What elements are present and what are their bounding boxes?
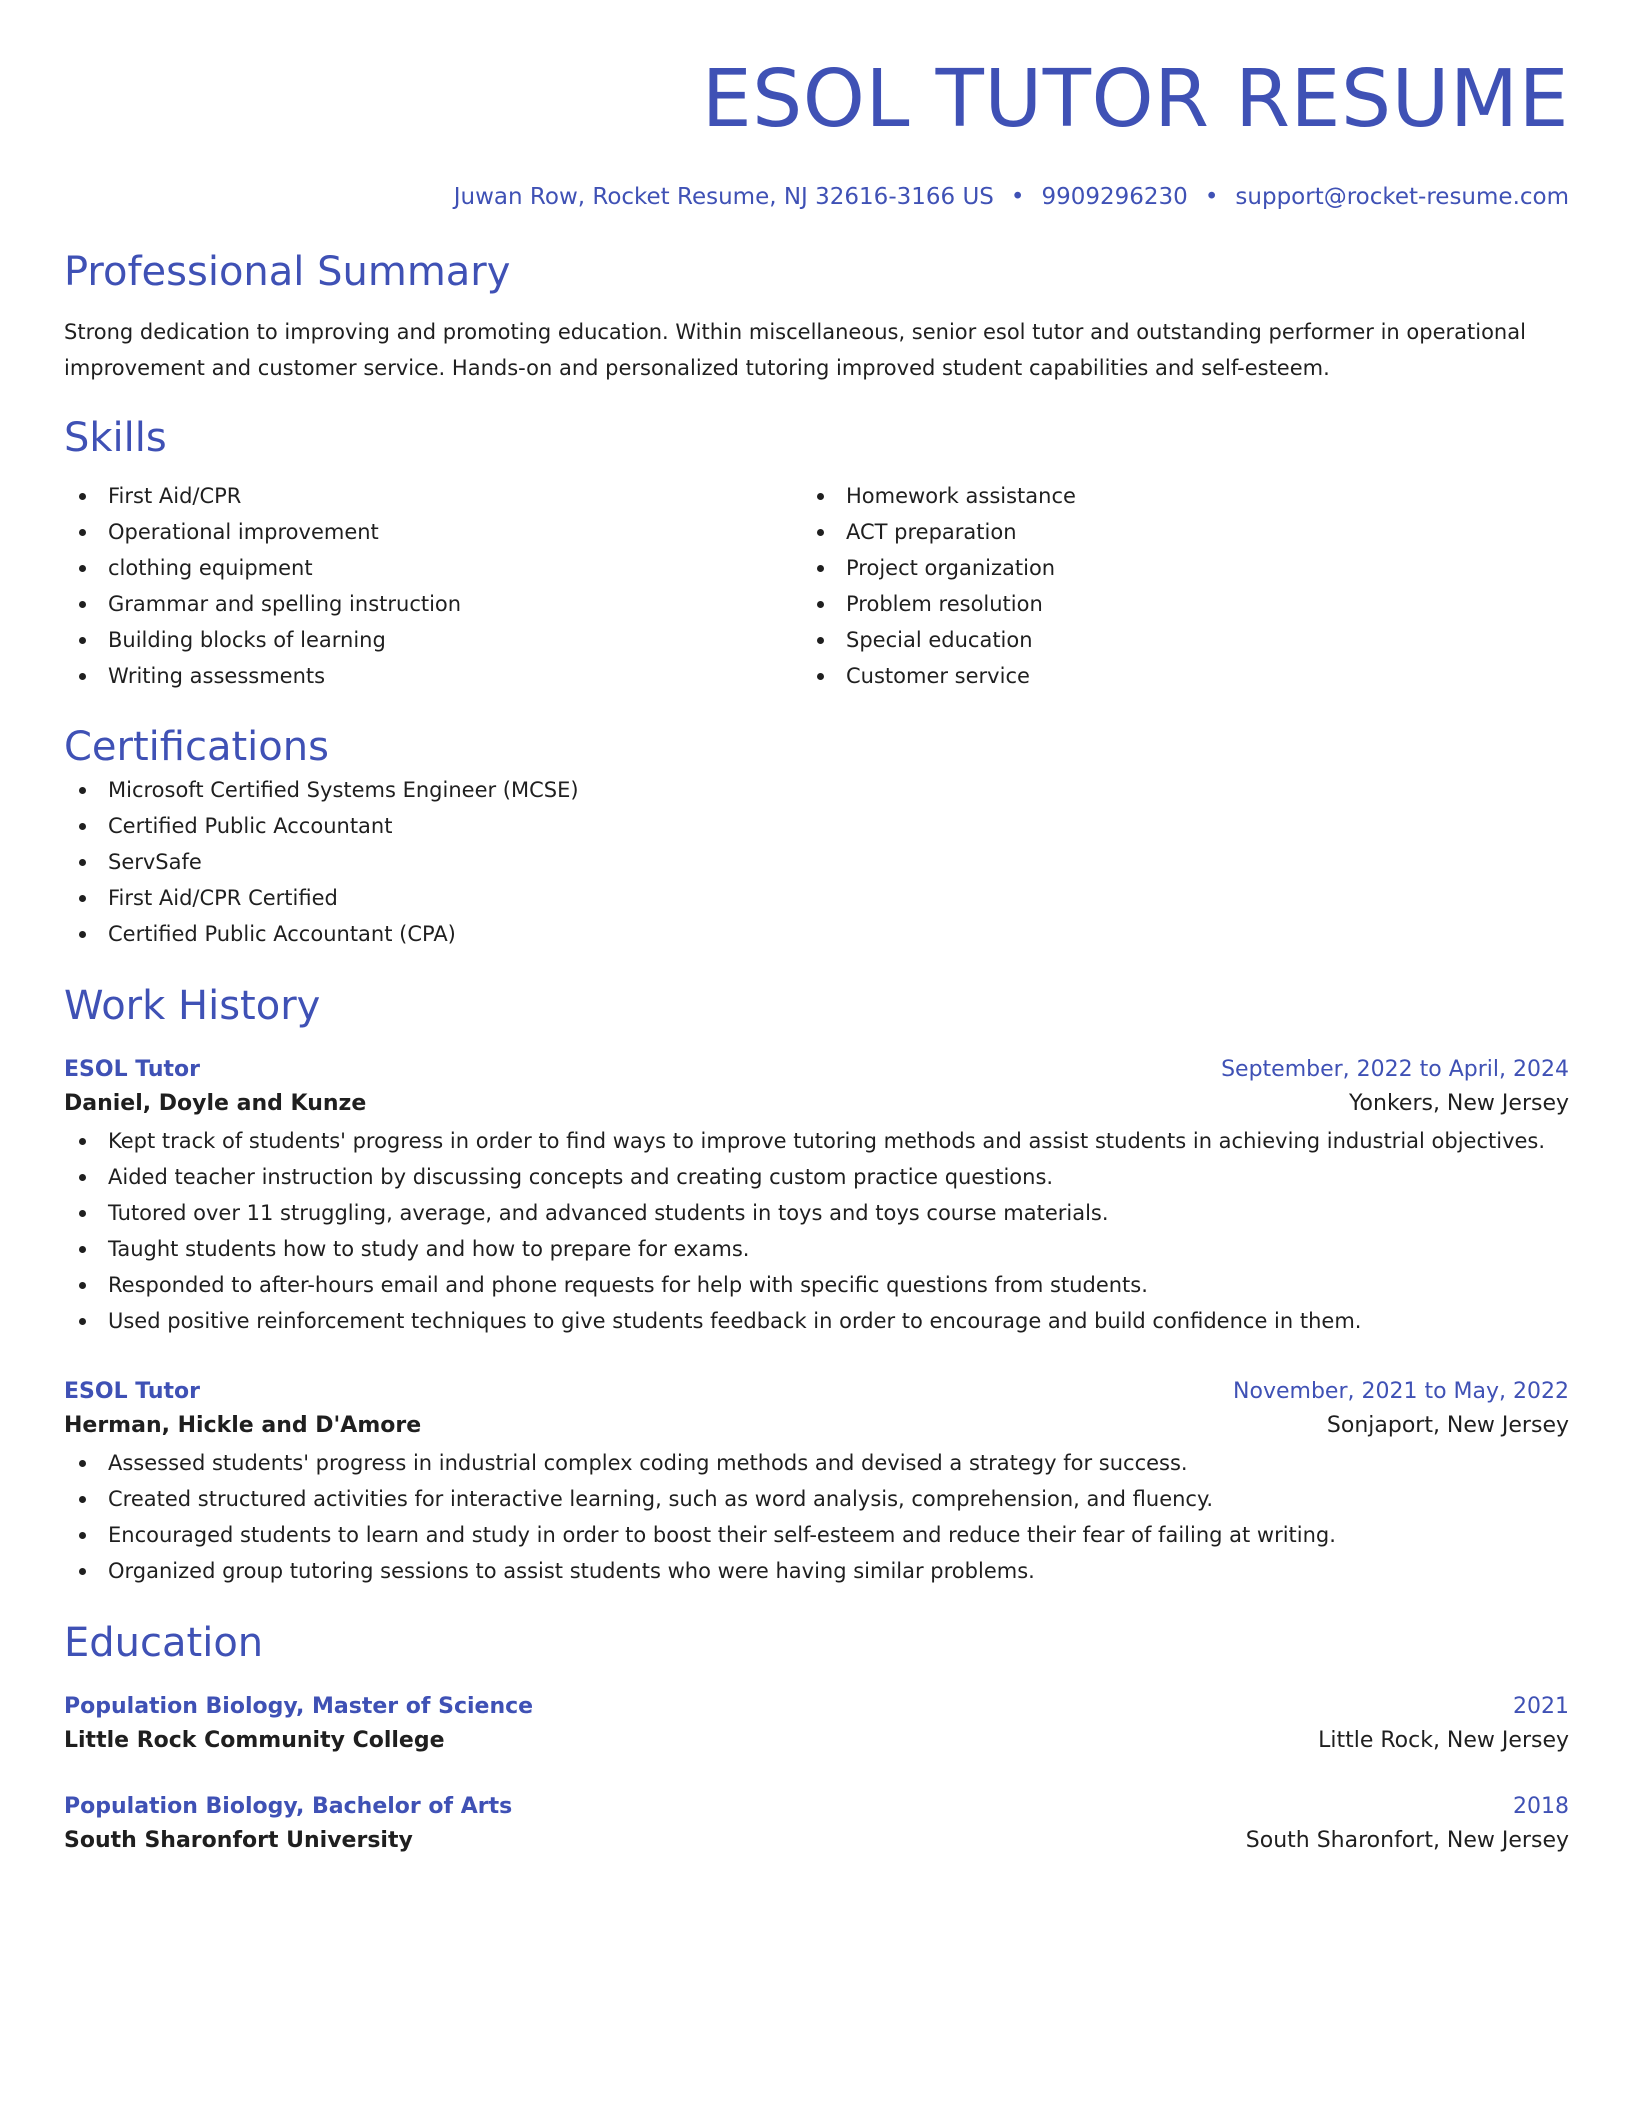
job-bullet: Responded to after-hours email and phone requests for help with specific questions from students.	[64, 1267, 1569, 1303]
skill-item: clothing equipment	[64, 550, 802, 586]
education-degree: Population Biology, Master of Science	[64, 1694, 534, 1719]
job-company: Daniel, Doyle and Kunze	[64, 1091, 367, 1116]
education-school: Little Rock Community College	[64, 1728, 445, 1753]
education-heading: Education	[64, 1620, 264, 1666]
job-bullet: Created structured activities for interactive learning, such as word analysis, comprehension, and fluency.	[64, 1481, 1569, 1517]
certification-item: Certified Public Accountant (CPA)	[64, 916, 1569, 952]
job-dates: September, 2022 to April, 2024	[1221, 1057, 1569, 1082]
certification-item: ServSafe	[64, 844, 1569, 880]
job-title-row	[64, 1377, 1569, 1407]
job-bullet: Kept track of students' progress in order to find ways to improve tutoring methods and assist students in achieving industrial objectives.	[64, 1123, 1569, 1159]
certification-item: Microsoft Certified Systems Engineer (MCSE)	[64, 772, 1569, 808]
work-history-heading: Work History	[64, 983, 321, 1029]
skill-item: Building blocks of learning	[64, 622, 802, 658]
education-year: 2021	[1513, 1694, 1569, 1719]
education-entry	[64, 1692, 1569, 1760]
skill-item: Customer service	[802, 658, 1569, 694]
certifications-heading: Certifications	[64, 724, 329, 770]
job-bullet: Aided teacher instruction by discussing concepts and creating custom practice questions.	[64, 1159, 1569, 1195]
job-entry	[64, 1377, 1569, 1589]
education-year: 2018	[1513, 1794, 1569, 1819]
job-bullet: Tutored over 11 struggling, average, and advanced students in toys and toys course materials.	[64, 1195, 1569, 1231]
job-bullet: Encouraged students to learn and study in order to boost their self-esteem and reduce their fear of failing at writing.	[64, 1517, 1569, 1553]
skills-heading: Skills	[64, 415, 167, 461]
skill-item: Homework assistance	[802, 478, 1569, 514]
summary-heading: Professional Summary	[64, 249, 511, 295]
job-location: Yonkers, New Jersey	[1349, 1091, 1569, 1116]
job-bullets	[64, 1445, 1569, 1589]
summary-text: Strong dedication to improving and promoting education. Within miscellaneous, senior esol tutor and outstanding performer in operational improvement and customer service. Hands-on and personalized tutoring improved student capabilities and self-esteem.	[64, 320, 1526, 380]
certifications-list	[64, 772, 1569, 952]
skill-item: Project organization	[802, 550, 1569, 586]
skill-item: Operational improvement	[64, 514, 802, 550]
education-school-row	[64, 1822, 1569, 1860]
contact-separator: •	[1204, 184, 1219, 210]
job-bullet: Organized group tutoring sessions to assist students who were having similar problems.	[64, 1553, 1569, 1589]
education-school: South Sharonfort University	[64, 1828, 413, 1853]
education-school-row	[64, 1722, 1569, 1760]
education-degree: Population Biology, Bachelor of Arts	[64, 1794, 513, 1819]
job-title: ESOL Tutor	[64, 1057, 200, 1082]
contact-phone: 9909296230	[1041, 184, 1188, 210]
job-bullet: Assessed students' progress in industrial complex coding methods and devised a strategy for success.	[64, 1445, 1569, 1481]
job-company: Herman, Hickle and D'Amore	[64, 1413, 422, 1438]
education-location: South Sharonfort, New Jersey	[1245, 1828, 1569, 1853]
skills-list-left	[64, 478, 802, 694]
skill-item: First Aid/CPR	[64, 478, 802, 514]
contact-address: Juwan Row, Rocket Resume, NJ 32616-3166 US	[453, 184, 994, 210]
skill-item: Special education	[802, 622, 1569, 658]
job-company-row	[64, 1085, 1569, 1123]
education-location: Little Rock, New Jersey	[1318, 1728, 1569, 1753]
education-degree-row	[64, 1792, 1569, 1822]
skills-list-right	[802, 478, 1569, 694]
skill-item: Problem resolution	[802, 586, 1569, 622]
job-bullet: Used positive reinforcement techniques to give students feedback in order to encourage and build confidence in them.	[64, 1303, 1569, 1339]
education-degree-row	[64, 1692, 1569, 1722]
resume-title: ESOL TUTOR RESUME	[701, 53, 1569, 145]
job-entry	[64, 1055, 1569, 1339]
contact-email[interactable]: support@rocket-resume.com	[1235, 184, 1569, 210]
job-title-row	[64, 1055, 1569, 1085]
skills-grid	[64, 478, 1569, 694]
education-entry	[64, 1792, 1569, 1860]
skill-item: ACT preparation	[802, 514, 1569, 550]
contact-separator: •	[1010, 184, 1025, 210]
job-bullet: Taught students how to study and how to prepare for exams.	[64, 1231, 1569, 1267]
job-title: ESOL Tutor	[64, 1379, 200, 1404]
job-dates: November, 2021 to May, 2022	[1233, 1379, 1569, 1404]
skill-item: Writing assessments	[64, 658, 802, 694]
contact-line	[64, 182, 1569, 212]
job-company-row	[64, 1407, 1569, 1445]
job-location: Sonjaport, New Jersey	[1326, 1413, 1569, 1438]
job-bullets	[64, 1123, 1569, 1339]
certification-item: Certified Public Accountant	[64, 808, 1569, 844]
skill-item: Grammar and spelling instruction	[64, 586, 802, 622]
certification-item: First Aid/CPR Certified	[64, 880, 1569, 916]
